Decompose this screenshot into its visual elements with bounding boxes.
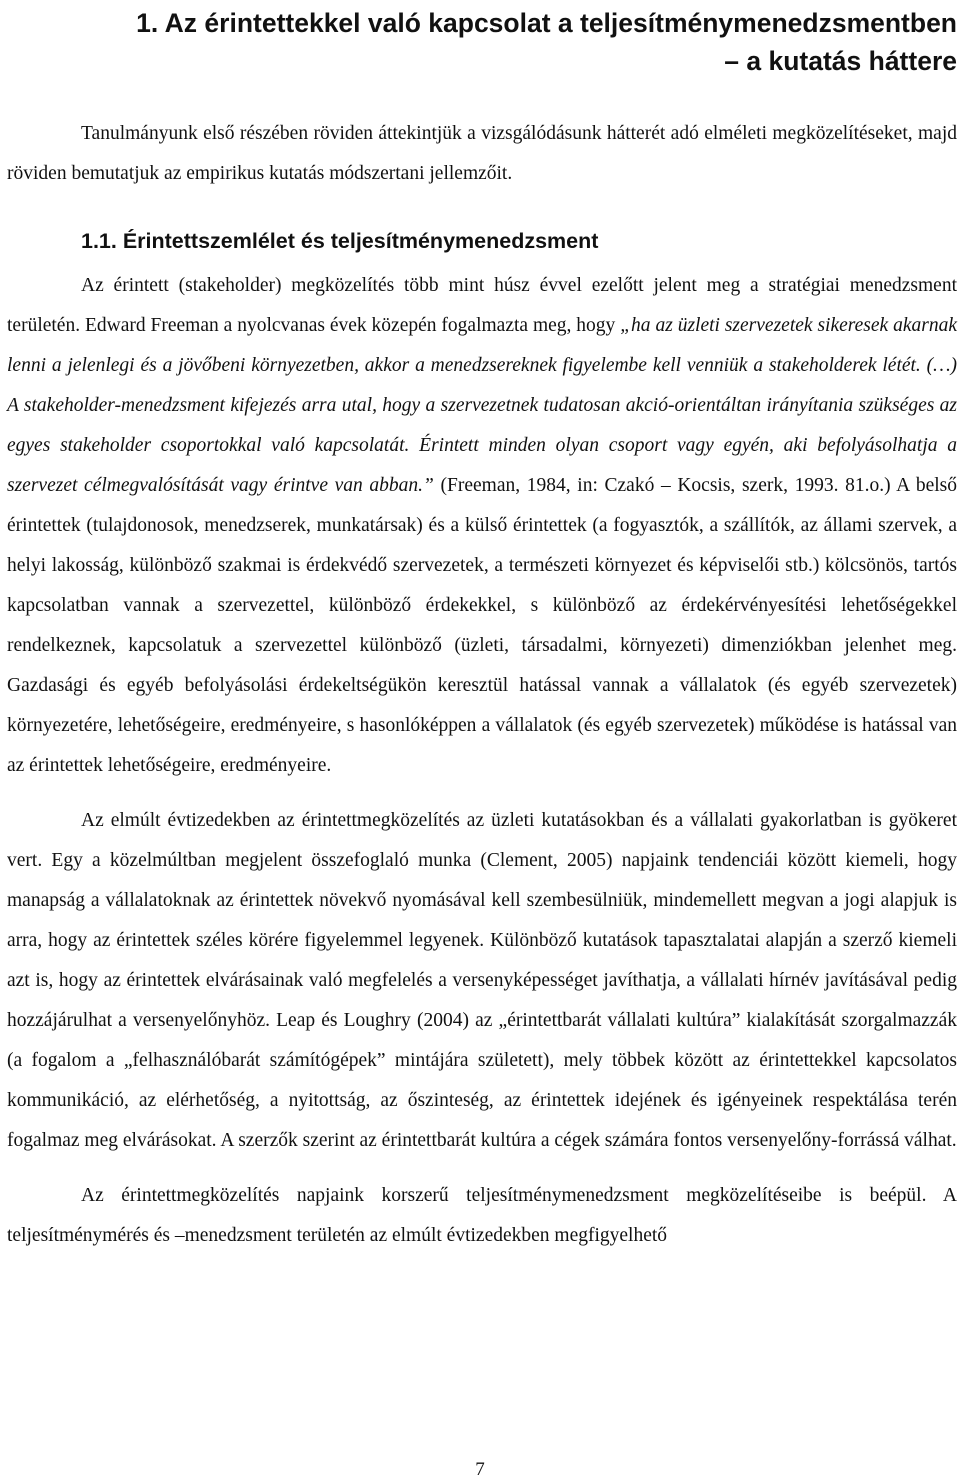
chapter-title bbox=[7, 0, 957, 80]
paragraph-performance-management: Az érintettmegközelítés napjaink korszerű teljesítménymenedzsment megközelítéseibe is beépül. A teljesítménymérés és –menedzsment területén az elmúlt évtizedekben megfigyelhető bbox=[7, 1185, 957, 1246]
paragraph-text: (Freeman, 1984, in: Czakó – Kocsis, szerk, 1993. 81.o.) A belső érintettek (tulajdonosok, menedzserek, munkatársak) és a külső érintettek (a fogyasztók, a szállítók, az állami szervek, a helyi lakosság, különböző szakmai is érdekvédő szervezetek, a természeti környezet és képviselői stb.) kölcsönös, tartós kapcsolatban vannak a szervezettel, különböző érdekekkel, s különböző az érdekérvényesítési lehetőségekkel rendelkeznek, kapcsolatuk a szervezettel különböző (üzleti, társadalmi, környezeti) dimenziókban jelenhet meg. Gazdasági és egyéb befolyásolási érdekeltségükön keresztül hatással vannak a vállalatok (és egyéb szervezetek) környezetére, lehetőségeire, eredményeire, s hasonlóképpen a vállalatok (és egyéb szervezetek) működése is hatással van az érintettek lehetőségeire, eredményeire. bbox=[7, 475, 957, 776]
paragraph-text: Az érintett (stakeholder) megközelítés több mint húsz évvel ezelőtt jelent meg a stratégiai menedzsment területén. Edward Freeman a nyolcvanas évek közepén fogalmazta meg, hogy bbox=[7, 275, 957, 336]
chapter-title-line1: 1. Az érintettekkel való kapcsolat a teljesítménymenedzsmentben bbox=[136, 8, 957, 38]
page-number: 7 bbox=[475, 1459, 485, 1480]
intro-paragraph: Tanulmányunk első részében röviden áttekintjük a vizsgálódásunk hátterét adó elméleti megközelítéseket, majd röviden bemutatjuk az empirikus kutatás módszertani jellemzőit. bbox=[7, 123, 957, 184]
section-title: 1.1. Érintettszemlélet és teljesítménymenedzsment bbox=[81, 229, 599, 253]
chapter-title-line2: – a kutatás háttere bbox=[724, 46, 957, 76]
paragraph-recent-decades: Az elmúlt évtizedekben az érintettmegközelítés az üzleti kutatásokban és a vállalati gyakorlatban is gyökeret vert. Egy a közelmúltban megjelent összefoglaló munka (Clement, 2005) napjaink tendenciái között kiemeli, hogy manapság a vállalatoknak az érintettek növekvő nyomásával kell szembesülniük, mindemellett megvan a jogi alapjuk is arra, hogy az érintettek széles körére figyelemmel legyenek. Különböző kutatások tapasztalatai alapján a szerző kiemeli azt is, hogy az érintettek elvárásainak való megfelelés a versenyképességet javíthatja, a vállalati hírnév javításával pedig hozzájárulhat a versenyelőnyhöz. Leap és Loughry (2004) az „érintettbarát vállalati kultúra” kialakítását szorgalmazzák (a fogalom a „felhasználóbarát számítógépek” mintájára született), mely többek között az érintettekkel kapcsolatos kommunikáció, az elérhetőség, a nyitottság, az őszinteség, az érintettek idejének és igényeinek respektálása terén fogalmaz meg elvárásokat. A szerzők szerint az érintettbarát kultúra a cégek számára fontos versenyelőny-forrássá válhat. bbox=[7, 810, 957, 1151]
paragraph-stakeholder-approach bbox=[7, 266, 957, 786]
document-page bbox=[7, 0, 957, 1256]
freeman-quote: „ha az üzleti szervezetek sikeresek akarnak lenni a jelenlegi és a jövőbeni környezetben, akkor a menedzsereknek figyelembe kell venniük a stakeholderek létét. (…) A stakeholder-menedzsment kifejezés arra utal, hogy a szervezetnek tudatosan akció-orientáltan irányítania szükséges az egyes stakeholder csoportokkal való kapcsolatát. Érintett minden olyan csoport vagy egyén, aki befolyásolhatja a szervezet célmegvalósítását vagy érintve van abban.” bbox=[7, 315, 957, 496]
